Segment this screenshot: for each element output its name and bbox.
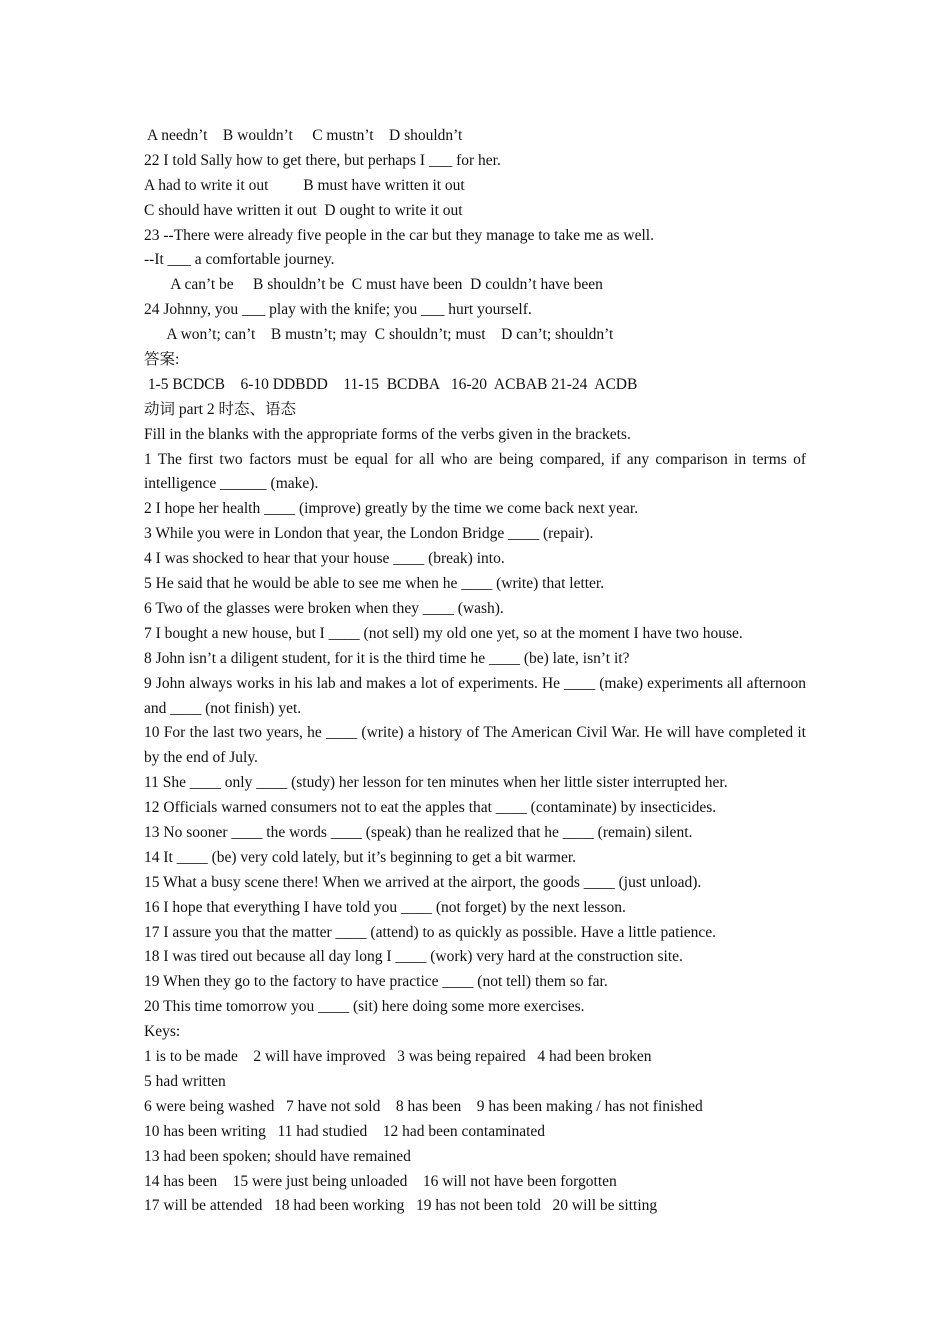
question-19: 19 When they go to the factory to have practice ____ (not tell) them so far. [144, 973, 608, 991]
question-9: 9 John always works in his lab and makes a lot of experiments. He ____ (make) experiments all afternoon and ____ (not finish) yet. [144, 674, 806, 717]
answers-label: 答案: [144, 351, 180, 369]
keys-line-6: 14 has been 15 were just being unloaded 16 will not have been forgotten [144, 1172, 617, 1190]
keys-line-5: 13 had been spoken; should have remained [144, 1147, 411, 1165]
question-7: 7 I bought a new house, but I ____ (not sell) my old one yet, so at the moment I have two house. [144, 624, 743, 642]
question-8: 8 John isn’t a diligent student, for it is the third time he ____ (be) late, isn’t it? [144, 649, 630, 667]
question-20: 20 This time tomorrow you ____ (sit) here doing some more exercises. [144, 998, 585, 1016]
answers-line: 1-5 BCDCB 6-10 DDBDD 11-15 BCDBA 16-20 ACBAB 21-24 ACDB [144, 375, 638, 393]
question-10: 10 For the last two years, he ____ (write) a history of The American Civil War. He will have completed it by the end of July. [144, 724, 806, 767]
keys-line-7: 17 will be attended 18 had been working 19 has not been told 20 will be sitting [144, 1197, 658, 1215]
question-4: 4 I was shocked to hear that your house ____ (break) into. [144, 550, 505, 568]
question-16: 16 I hope that everything I have told you ____ (not forget) by the next lesson. [144, 898, 626, 916]
keys-line-4: 10 has been writing 11 had studied 12 had been contaminated [144, 1122, 546, 1140]
q22-options-cd: C should have written it out D ought to write it out [144, 201, 463, 219]
q23-options: A can’t be B shouldn’t be C must have been D couldn’t have been [144, 276, 603, 294]
q24-options: A won’t; can’t B mustn’t; may C shouldn’t; must D can’t; shouldn’t [144, 326, 614, 344]
q21-options: A needn’t B wouldn’t C mustn’t D shouldn’t [144, 127, 463, 144]
keys-line-2: 5 had written [144, 1072, 226, 1090]
question-1: 1 The first two factors must be equal for all who are being compared, if any comparison in terms of intelligence ______ (make). [144, 450, 806, 493]
keys-line-3: 6 were being washed 7 have not sold 8 has been 9 has been making / has not finished [144, 1097, 703, 1115]
question-15: 15 What a busy scene there! When we arrived at the airport, the goods ____ (just unload). [144, 873, 702, 891]
instruction: Fill in the blanks with the appropriate forms of the verbs given in the brackets. [144, 425, 631, 443]
q22-options-ab: A had to write it out B must have written it out [144, 176, 465, 194]
keys-label: Keys: [144, 1023, 181, 1041]
question-17: 17 I assure you that the matter ____ (attend) to as quickly as possible. Have a little patience. [144, 923, 717, 941]
question-5: 5 He said that he would be able to see me when he ____ (write) that letter. [144, 575, 605, 593]
question-18: 18 I was tired out because all day long I ____ (work) very hard at the construction site. [144, 948, 683, 966]
q23-stem: 23 --There were already five people in the car but they manage to take me as well. [144, 226, 654, 244]
keys-line-1: 1 is to be made 2 will have improved 3 was being repaired 4 had been broken [144, 1048, 652, 1066]
question-11: 11 She ____ only ____ (study) her lesson for ten minutes when her little sister interrupted her. [144, 774, 728, 792]
q23-reply: --It ___ a comfortable journey. [144, 251, 335, 269]
document-page [144, 124, 806, 1219]
question-3: 3 While you were in London that year, the London Bridge ____ (repair). [144, 525, 594, 543]
q22-stem: 22 I told Sally how to get there, but perhaps I ___ for her. [144, 151, 501, 169]
question-12: 12 Officials warned consumers not to eat the apples that ____ (contaminate) by insecticides. [144, 799, 717, 817]
question-13: 13 No sooner ____ the words ____ (speak) than he realized that he ____ (remain) silent. [144, 824, 693, 842]
question-14: 14 It ____ (be) very cold lately, but it’s beginning to get a bit warmer. [144, 848, 577, 866]
question-6: 6 Two of the glasses were broken when they ____ (wash). [144, 599, 504, 617]
q24-stem: 24 Johnny, you ___ play with the knife; you ___ hurt yourself. [144, 301, 532, 319]
question-2: 2 I hope her health ____ (improve) greatly by the time we come back next year. [144, 500, 639, 518]
section-heading: 动词 part 2 时态、语态 [144, 400, 296, 418]
